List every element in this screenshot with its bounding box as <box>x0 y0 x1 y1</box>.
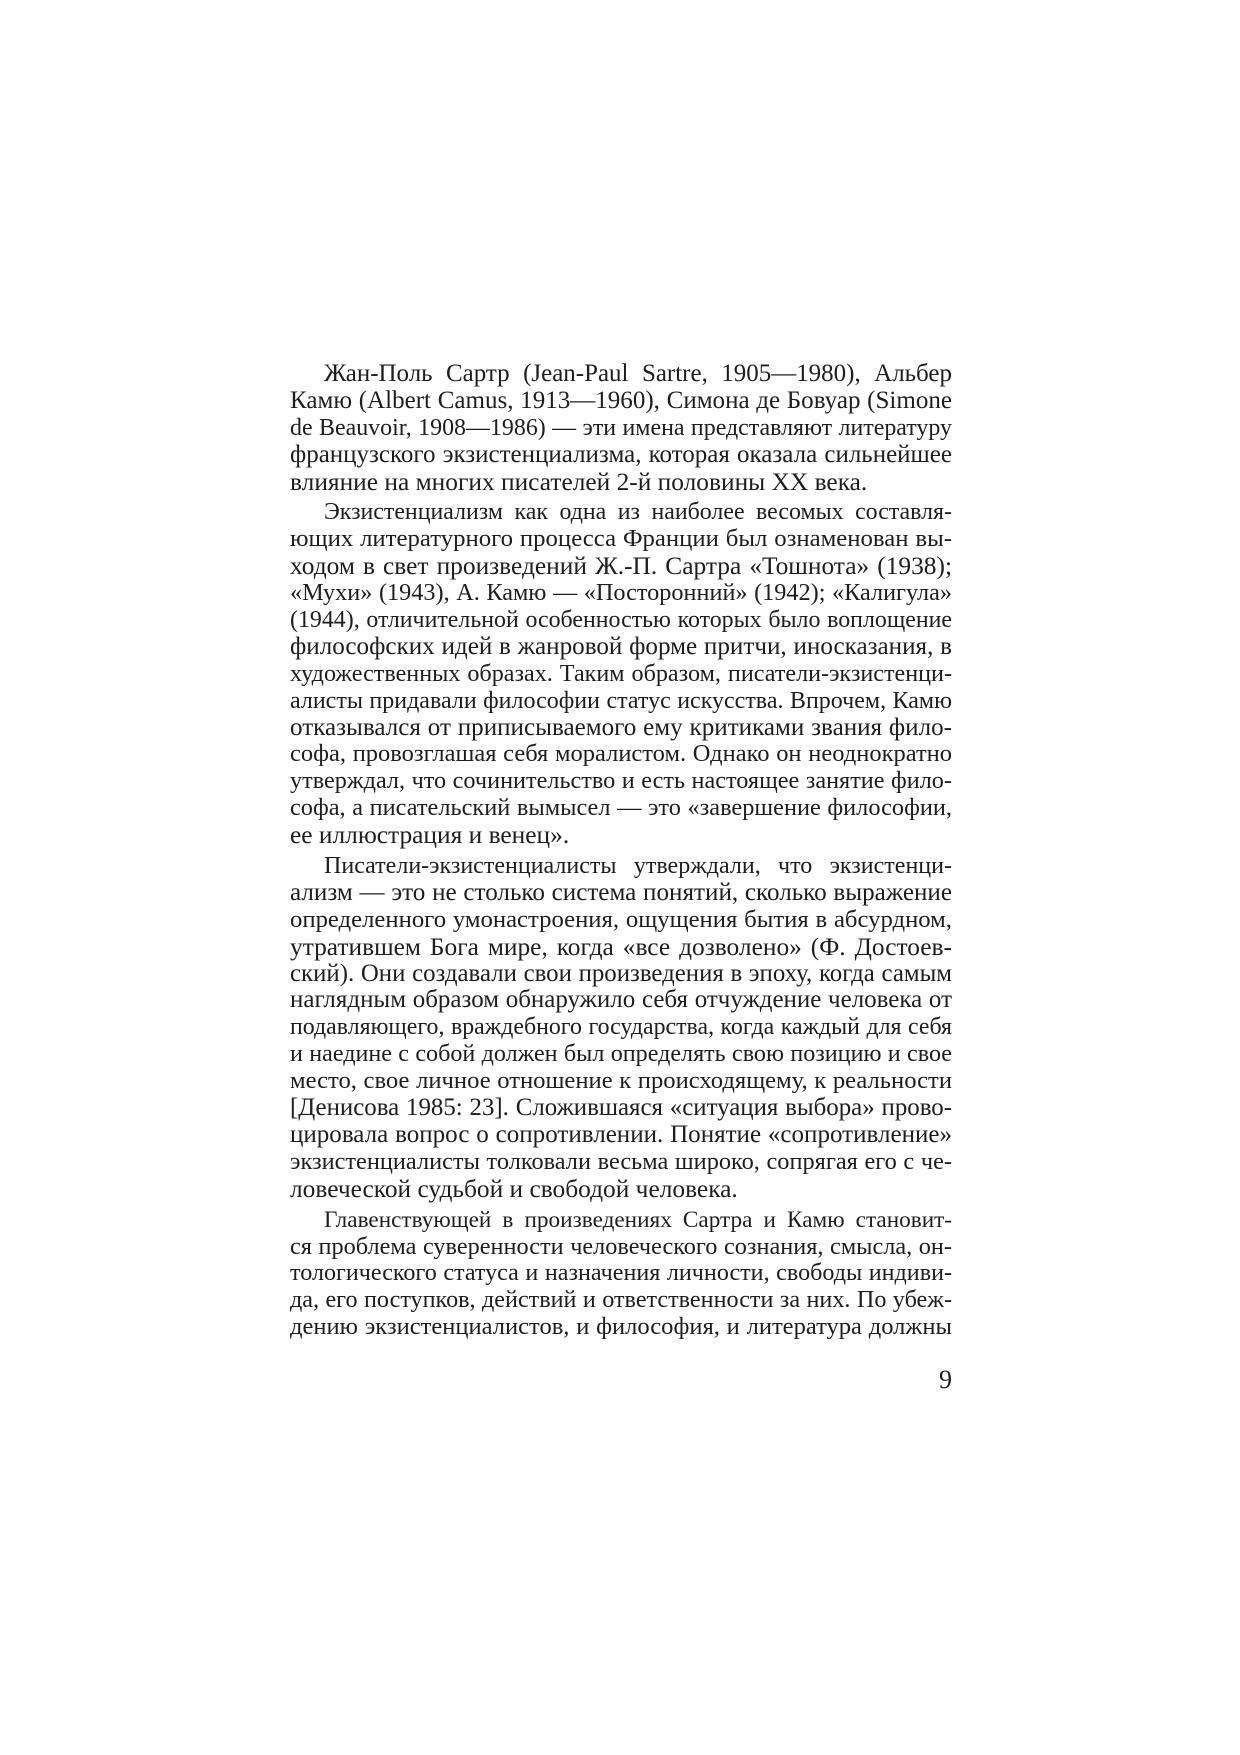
page-number: 9 <box>939 1365 952 1394</box>
paragraph-2 <box>290 499 952 849</box>
text-line: влияние на многих писателей 2-й половины XX века. <box>290 467 868 496</box>
text-line: утратившем Бога мире, когда «все дозволено» (Ф. Достоев- <box>290 932 952 961</box>
paragraph-1 <box>290 361 952 495</box>
text-line: ловеческой судьбой и свободой человека. <box>290 1174 738 1203</box>
text-line: «Мухи» (1943), А. Камю — «Посторонний» (1942); «Калигула» <box>290 579 952 607</box>
text-line: экзистенциалисты толковали весьма широко, сопрягая его с че- <box>290 1147 952 1175</box>
text-line: Экзистенциализм как одна из наиболее весомых составля- <box>324 499 952 526</box>
text-line: (1944), отличительной особенностью которых было воплощение <box>290 607 952 634</box>
text-line: определенного умонастроения, ощущения бытия в абсурдном, <box>290 905 952 933</box>
text-line: Главенствующей в произведениях Сартра и Камю становит- <box>324 1206 952 1233</box>
text-line: и наедине с собой должен был определять свою позицию и свое <box>290 1041 952 1068</box>
text-line: алисты придавали философии статус искусства. Впрочем, Камю <box>290 687 952 714</box>
text-line: ющих литературного процесса Франции был ознаменован вы- <box>290 525 952 553</box>
text-line: художественных образах. Таким образом, писатели-экзистенци- <box>290 659 952 687</box>
text-line: de Beauvoir, 1908—1986) — эти имена представляют литературу <box>290 414 952 441</box>
paragraph-4 <box>290 1207 952 1341</box>
text-line: наглядным образом обнаружило себя отчуждение человека от <box>290 986 952 1014</box>
text-line: софа, провозглашая себя моралистом. Однако он неоднократно <box>290 740 952 768</box>
text-line: место, свое личное отношение к происходящему, к реальности <box>290 1067 952 1095</box>
text-line: подавляющего, враждебного государства, когда каждый для себя <box>290 1014 952 1041</box>
text-line: тологического статуса и назначения личности, свободы индиви- <box>290 1260 952 1287</box>
paragraph-3 <box>290 853 952 1203</box>
text-line: да, его поступков, действий и ответственности за них. По убеж- <box>290 1286 952 1314</box>
text-line: Жан-Поль Сартр (Jean-Paul Sartre, 1905—1980), Альбер <box>324 360 952 387</box>
text-line: ее иллюстрация и венец». <box>290 821 570 850</box>
text-line: утверждал, что сочинительство и есть настоящее занятие фило- <box>290 767 952 795</box>
body-text <box>290 361 952 1345</box>
text-line: [Денисова 1985: 23]. Сложившаяся «ситуация выбора» прово- <box>290 1094 952 1122</box>
text-line: ходом в свет произведений Ж.-П. Сартра «Тошнота» (1938); <box>290 552 952 581</box>
text-line: Камю (Albert Camus, 1913—1960), Симона де Бовуар (Simone <box>290 386 952 414</box>
text-line: цировала вопрос о сопротивлении. Понятие «сопротивление» <box>290 1120 952 1148</box>
text-line: французского экзистенциализма, которая оказала сильнейшее <box>290 440 952 468</box>
text-line: отказывался от приписываемого ему критиками звания фило- <box>290 713 952 741</box>
text-line: дению экзистенциалистов, и философия, и литература должны <box>290 1313 952 1341</box>
text-line: Писатели-экзистенциалисты утверждали, что экзистенци- <box>324 853 952 880</box>
text-line: ский). Они создавали свои произведения в эпоху, когда самым <box>290 959 952 987</box>
text-line: философских идей в жанровой форме притчи, иносказания, в <box>290 632 952 660</box>
text-line: ся проблема суверенности человеческого сознания, смысла, он- <box>290 1232 952 1260</box>
text-line: софа, а писательский вымысел — это «завершение философии, <box>290 794 952 822</box>
text-line: ализм — это не столько система понятий, сколько выражение <box>290 878 952 906</box>
